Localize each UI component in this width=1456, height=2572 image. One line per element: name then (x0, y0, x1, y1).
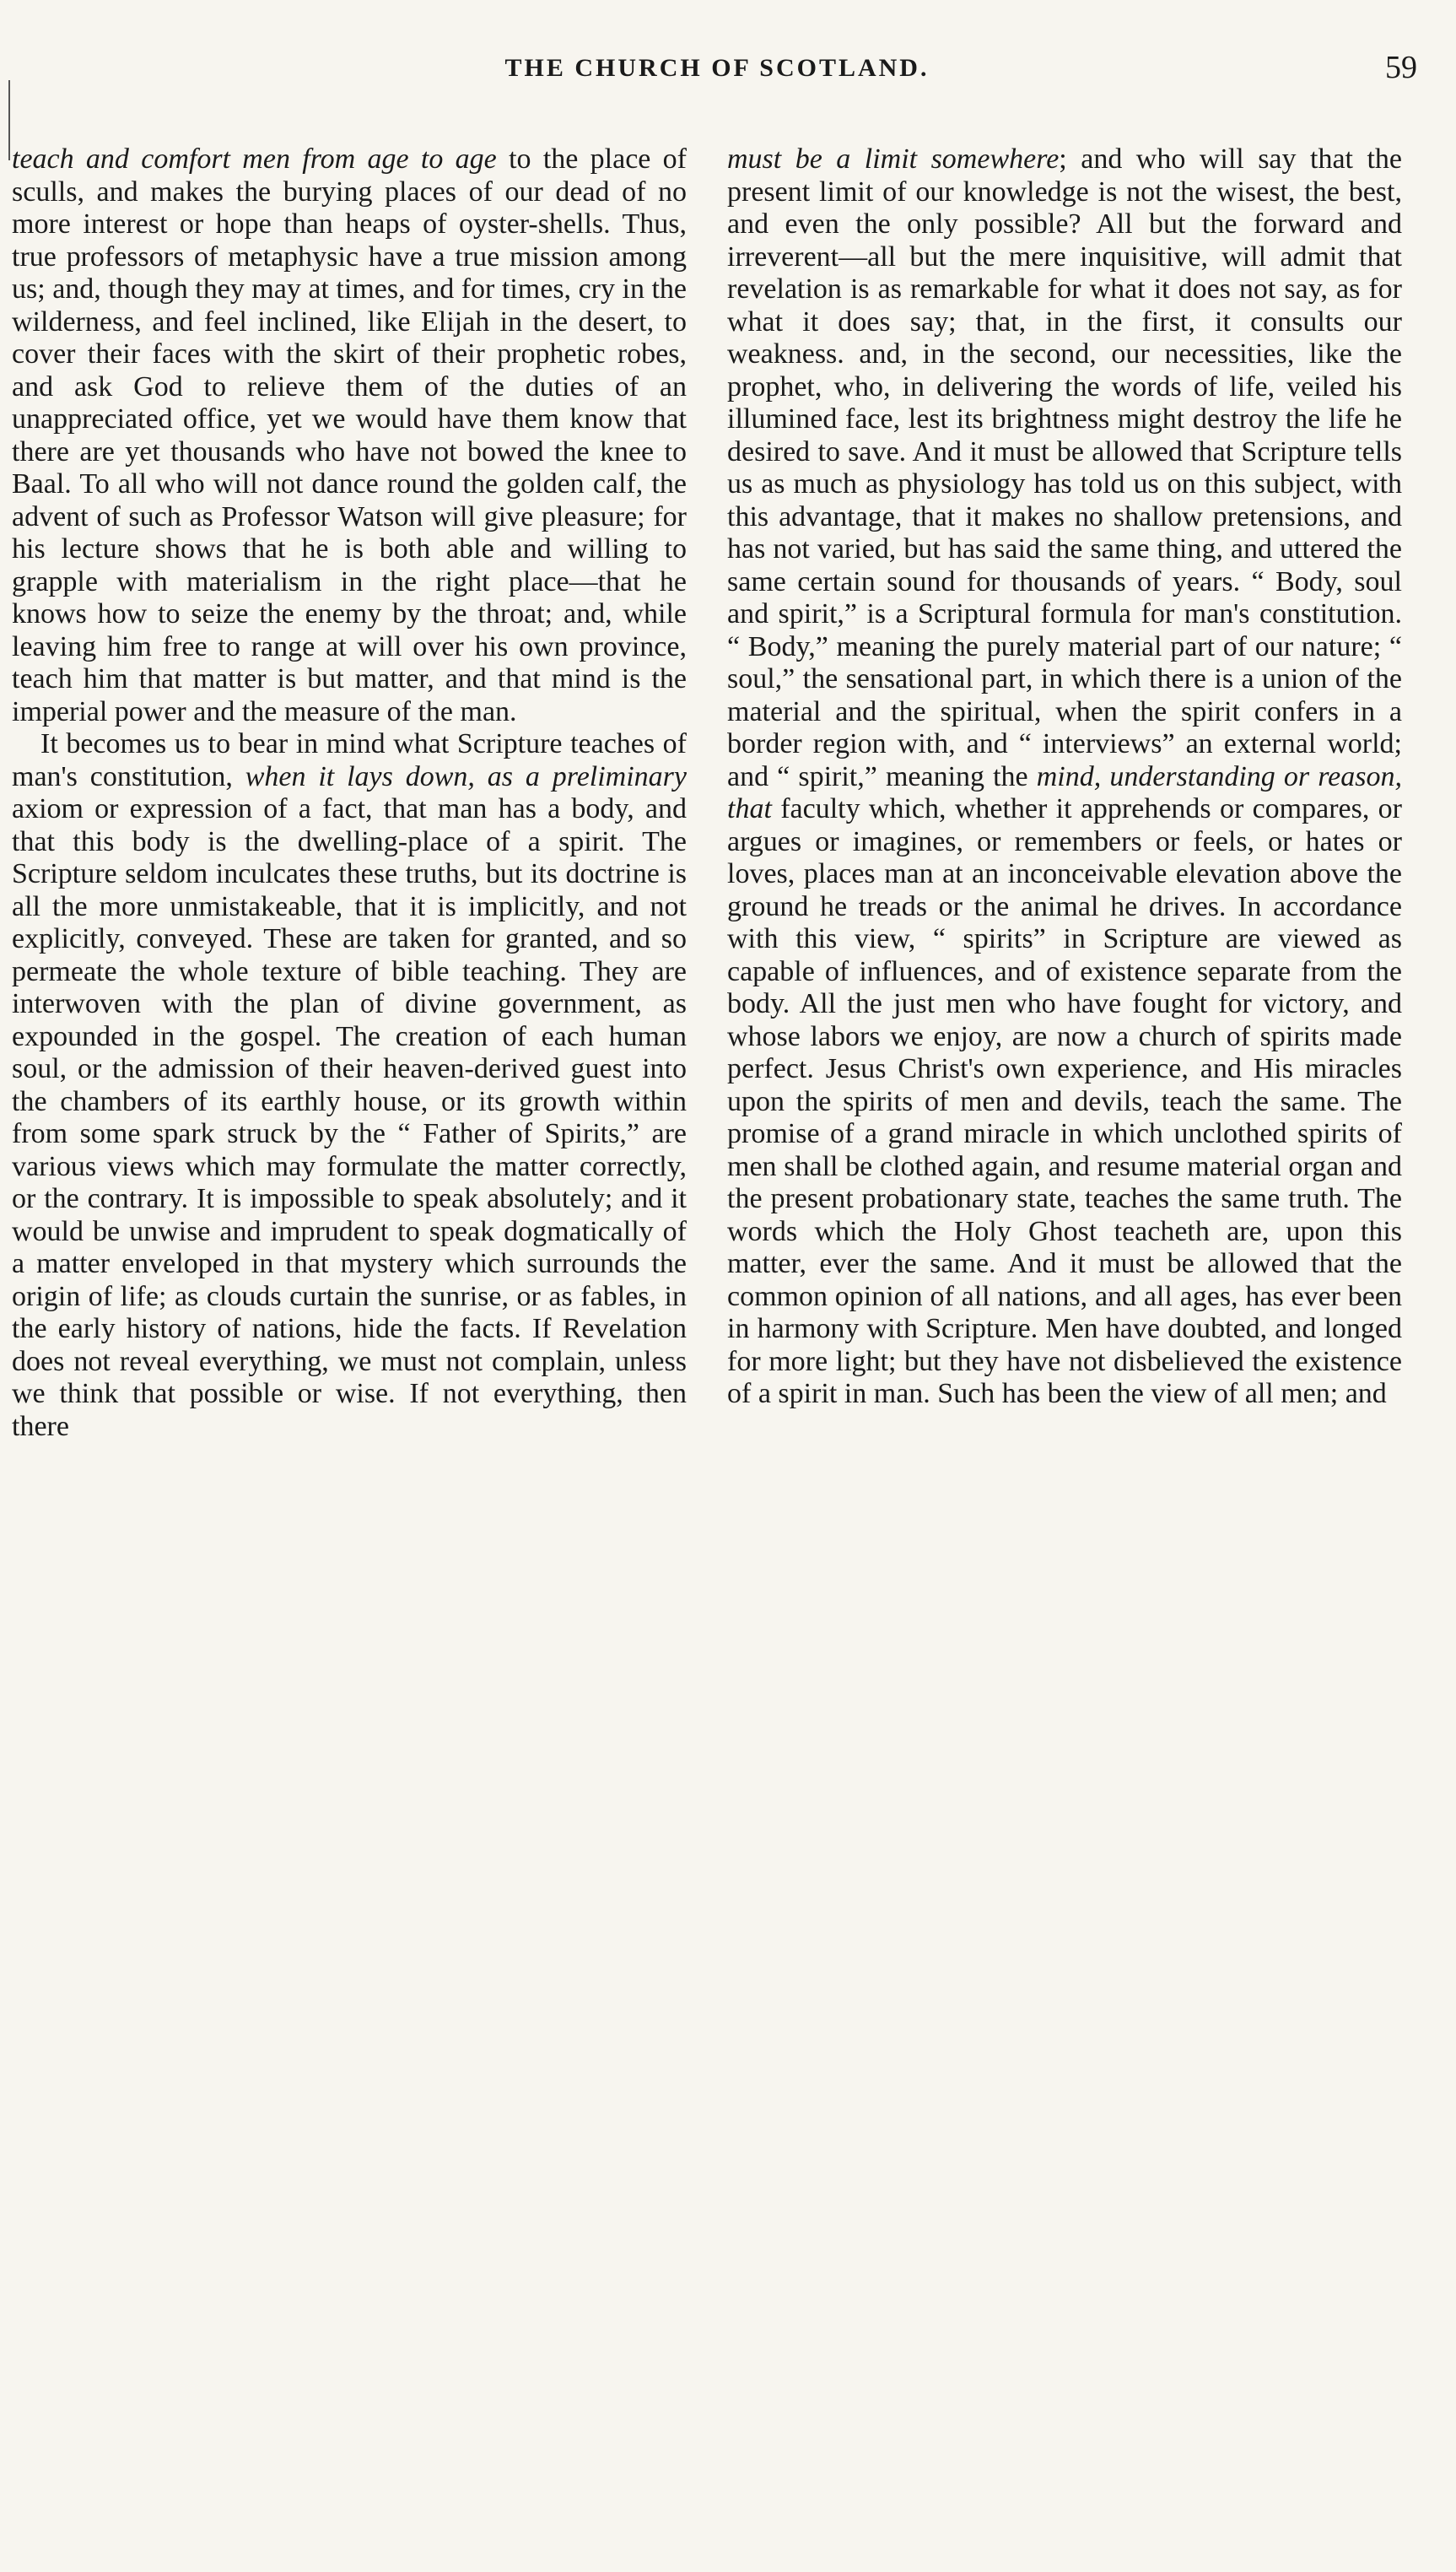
text-run: to the place of sculls, and makes the burying places of our dead of no more interest or hope than heaps of oyster-shells. Thus, true professors of metaphysic have a true mission among us; and, though they may at times, and for times, cry in the wilderness, and feel inclined, like Elijah in the desert, to cover their faces with the skirt of their prophetic robes, and ask God to relieve them of the duties of an unappreciated office, yet we would have them know that there are yet thousands who have not bowed the knee to Baal. To all who will not dance round the golden calf, the advent of such as Professor Watson will give pleasure; for his lecture shows that he is both able and willing to grapple with materialism in the right place—that he knows how to seize the enemy by the throat; and, while leaving him free to range at will over his own province, teach him that matter is but matter, and that mind is the imperial power and the measure of the man. (12, 143, 688, 727)
paragraph (12, 143, 687, 728)
left-column (12, 143, 687, 1443)
italic-run: must be a limit somewhere (727, 143, 1060, 175)
text-run: faculty which, whether it apprehends or compares, or argues or imagines, or remembers or feels, or hates or loves, places man at an inconceivable elevation above the ground he treads or the animal he drives. In accordance with this view, “ spirits” in Scripture are viewed as capable of influences, and of existence separate from the body. All the just men who have fought for victory, and whose labors we enjoy, are now a church of spirits made perfect. Jesus Christ's own experience, and His miracles upon the spirits of men and devils, teach the same. The promise of a grand miracle in which unclothed spirits of men shall be clothed again, and resume material organ and the present probationary state, teaches the same truth. The words which the Holy Ghost teacheth are, upon this matter, ever the same. And it must be allowed that the common opinion of all nations, and all ages, has ever been in harmony with Scripture. Men have doubted, and longed for more light; but they have not disbelieved the existence of a spirit in man. Such has been the view of all men; and (727, 793, 1402, 1409)
paragraph (727, 143, 1402, 1411)
margin-rule (8, 80, 10, 160)
page-number: 59 (1385, 50, 1417, 85)
page-header (0, 50, 1456, 96)
text-run: axiom or expression of a fact, that man has a body, and that this body is the dwelling-place of a spirit. The Scripture seldom inculcates these truths, but its doctrine is all the more unmistakeable, that it is implicitly, and not explicitly, conveyed. These are taken for granted, and so permeate the whole texture of bible teaching. They are interwoven with the plan of divine government, as expounded in the gospel. The creation of each human soul, or the admission of their heaven-derived guest into the chambers of its earthly house, or its growth within from some spark struck by the “ Father of Spirits,” are various views which may formulate the matter correctly, or the contrary. It is impossible to speak absolutely; and it would be unwise and imprudent to speak dogmatically of a matter enveloped in that mystery which surrounds the origin of life; as clouds curtain the sunrise, or as fables, in the early history of nations, hide the facts. If Revelation does not reveal everything, we must not complain, unless we think that possible or wise. If not everything, then there (12, 793, 687, 1442)
paragraph (12, 728, 687, 1443)
italic-run: mind, understanding or reason, that (727, 760, 1402, 824)
italic-run: teach and comfort men from age to age (12, 143, 497, 175)
text-run: ; and who will say that the present limit of our knowledge is not the wisest, the best, and even the only possible? All but the forward and irreverent—all but the mere inquisitive, will admit that revelation is as remarkable for what it does not say, as for what it does say; that, in the first, it consults our weakness. and, in the second, our necessities, like the prophet, who, in delivering the words of life, veiled his illumined face, lest its brightness might destroy the life he desired to save. And it must be allowed that Scripture tells us as much as physiology has told us on this subject, with this advantage, that it makes no shallow pretensions, and has not varied, but has said the same thing, and uttered the same certain sound for thousands of years. “ Body, soul and spirit,” is a Scriptural formula for man's constitution. “ Body,” meaning the purely material part of our nature; “ soul,” the sensational part, in which there is a union of the material and the spiritual, when the spirit confers in a border region with, and “ interviews” an external world; and “ spirit,” meaning the (727, 143, 1403, 792)
right-column (727, 143, 1402, 1411)
running-title: THE CHURCH OF SCOTLAND. (504, 54, 930, 82)
text-run: It becomes us to bear in mind what Scripture teaches of man's constitution, (12, 728, 687, 792)
italic-run: when it lays down, as a preliminary (245, 760, 687, 792)
